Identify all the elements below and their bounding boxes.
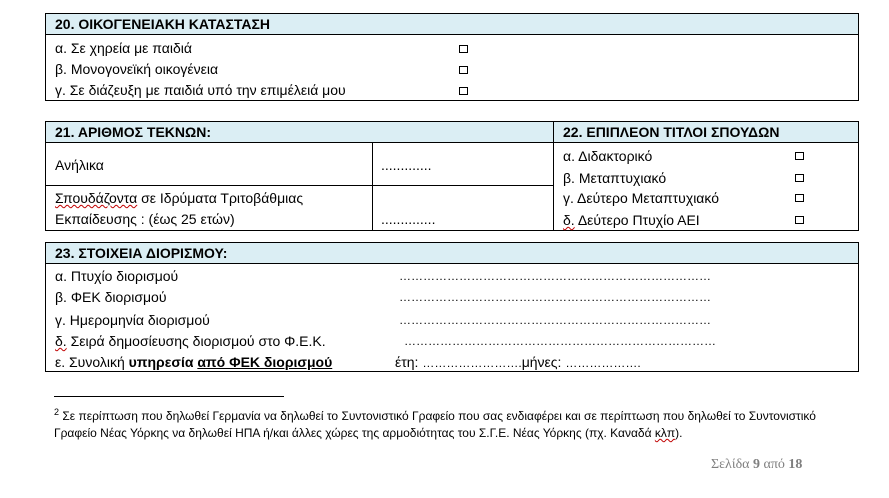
page-total: 18 bbox=[788, 457, 803, 472]
children-table-hline bbox=[46, 185, 553, 186]
appointment-date-label: γ. Ημερομηνία διορισμού bbox=[55, 312, 210, 328]
section-20-title: 20. ΟΙΚΟΓΕΝΕΙΑΚΗ ΚΑΤΑΣΤΑΣΗ bbox=[46, 14, 858, 35]
degree-checkbox-c[interactable] bbox=[795, 194, 804, 202]
total-service-years bbox=[395, 352, 641, 373]
degree-option-d bbox=[563, 210, 700, 230]
appointment-degree-label: α. Πτυχίο διορισμού bbox=[55, 268, 179, 284]
degree-option-a: α. Διδακτορικό bbox=[563, 148, 653, 164]
footnote-text: Σε περίπτωση που δηλωθεί Γερμανία να δηλωθεί το Συντονιστικό Γραφείο που σας ενδιαφέρει και σε περίπτωση που δηλωθεί το Συντονιστικό Γραφείο Νέας Υόρκης να δηλωθεί ΗΠΑ ή/και άλλες χώρες της αρμοδιότητας του Σ.Γ.Ε. Νέας Υόρκης (πχ. Καναδά bbox=[54, 409, 816, 440]
children-table-vline bbox=[372, 143, 373, 230]
appointment-degree-field[interactable]: …………………………………………………………………… bbox=[399, 269, 711, 283]
section-23-appointment bbox=[45, 242, 859, 372]
total-service-bold1: υπηρεσία bbox=[128, 354, 198, 370]
degree-option-d-prefix: δ. bbox=[563, 212, 575, 228]
page-label: Σελίδα bbox=[711, 457, 754, 472]
total-service-row bbox=[55, 352, 332, 372]
appointment-order-prefix: δ. bbox=[55, 333, 67, 349]
total-service-bold2: από ΦΕΚ διορισμού bbox=[197, 354, 333, 370]
family-status-checkbox-b[interactable] bbox=[459, 66, 468, 74]
students-label-word: Σπουδάζοντα bbox=[55, 190, 138, 206]
family-status-option-a: α. Σε χηρεία με παιδιά bbox=[55, 40, 192, 56]
family-status-checkbox-c[interactable] bbox=[459, 87, 468, 95]
section-21-title: 21. ΑΡΙΘΜΟΣ ΤΕΚΝΩΝ: bbox=[46, 122, 553, 143]
footnote-tail: κλπ bbox=[654, 426, 676, 440]
page-current: 9 bbox=[753, 457, 761, 472]
section-22-title: 22. ΕΠΙΠΛΕΟΝ ΤΙΤΛΟΙ ΣΠΟΥΔΩΝ bbox=[554, 122, 858, 143]
months-field[interactable]: ………………. bbox=[565, 356, 641, 370]
appointment-order-field[interactable]: …………………………………………………………………… bbox=[404, 334, 716, 348]
appointment-order-text: Σειρά δημοσίευσης διορισμού στο Φ.Ε.Κ. bbox=[70, 333, 326, 349]
footnote-end: ). bbox=[675, 426, 683, 440]
page-of: από bbox=[760, 457, 789, 472]
family-status-checkbox-a[interactable] bbox=[459, 45, 468, 53]
students-label-rest: σε Ιδρύματα Τριτοβάθμιας bbox=[137, 190, 304, 206]
appointment-order-label bbox=[55, 331, 326, 351]
degree-option-c: γ. Δεύτερο Μεταπτυχιακό bbox=[563, 190, 720, 206]
degree-checkbox-a[interactable] bbox=[795, 152, 804, 160]
total-service-label: ε. Συνολική bbox=[55, 354, 129, 370]
section-23-title: 23. ΣΤΟΙΧΕΙΑ ΔΙΟΡΙΣΜΟΥ: bbox=[46, 243, 858, 264]
years-field[interactable]: ……………………. bbox=[422, 356, 522, 370]
section-22-extra-degrees bbox=[553, 121, 859, 231]
footnote bbox=[54, 404, 834, 442]
students-label-line2: Εκπαίδευσης : (έως 25 ετών) bbox=[55, 211, 235, 227]
minors-count-field[interactable]: ............. bbox=[381, 157, 432, 173]
section-21-children bbox=[45, 121, 554, 231]
family-status-option-c: γ. Σε διάζευξη με παιδιά υπό την επιμέλειά μου bbox=[55, 82, 346, 98]
footnote-marker: 2 bbox=[54, 407, 60, 417]
page-number bbox=[711, 457, 802, 473]
degree-option-b: β. Μεταπτυχιακό bbox=[563, 170, 667, 186]
footnote-separator bbox=[54, 396, 284, 397]
appointment-fek-label: β. ΦΕΚ διορισμού bbox=[55, 289, 167, 305]
months-label: μήνες: bbox=[521, 354, 566, 370]
students-label-line1 bbox=[55, 188, 303, 208]
degree-checkbox-d[interactable] bbox=[795, 216, 804, 224]
appointment-fek-field[interactable]: …………………………………………………………………… bbox=[399, 290, 711, 304]
section-20-family-status bbox=[45, 13, 859, 101]
students-count-field[interactable]: .............. bbox=[381, 211, 436, 227]
degree-option-d-label: Δεύτερο Πτυχίο ΑΕΙ bbox=[577, 212, 700, 228]
appointment-date-field[interactable]: …………………………………………………………………… bbox=[399, 313, 711, 327]
minors-label: Ανήλικα bbox=[55, 157, 104, 173]
degree-checkbox-b[interactable] bbox=[795, 174, 804, 182]
years-label: έτη: bbox=[395, 354, 423, 370]
family-status-option-b: β. Μονογονεϊκή οικογένεια bbox=[55, 61, 219, 77]
